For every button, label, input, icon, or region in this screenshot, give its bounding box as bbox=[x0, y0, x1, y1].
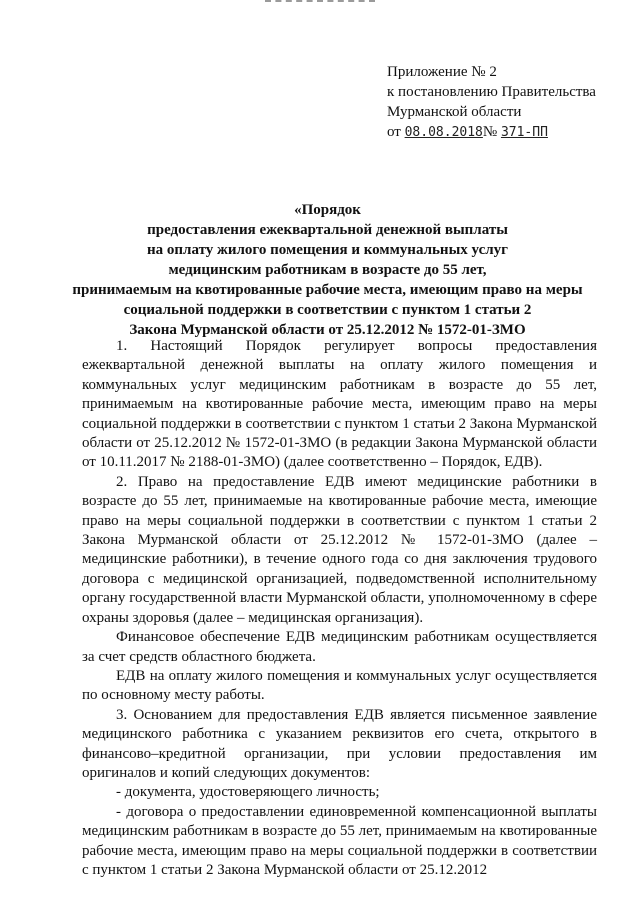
title-line: «Порядок bbox=[294, 202, 361, 218]
paragraph-1: 1. Настоящий Порядок регулирует вопросы предоставления ежеквартальной денежной выплаты на оплату жилого помещения и коммунальных услуг медицинским работникам в возрасте до 55 лет, принимаемым на квотированные рабочие места, имеющим право на меры социальной поддержки в соответствии с пунктом 1 статьи 2 Закона Мурманской области от 25.12.2012 № 1572-01-ЗМО (в редакции Закона Мурманской области от 10.11.2017 № 2188-01-ЗМО) (далее соответственно – Порядок, ЕДВ). bbox=[82, 338, 597, 471]
appendix-header bbox=[387, 62, 596, 143]
list-item-contract: - договора о предоставлении единовременной компенсационной выплаты медицинским работникам в возрасте до 55 лет, принимаемым на квотированные рабочие места, имеющим право на меры социальной поддержки в соответствии с пунктом 1 статьи 2 Закона Мурманской области от 25.12.2012 bbox=[82, 803, 597, 878]
list-item-identity-document: - документа, удостоверяющего личность; bbox=[116, 784, 380, 801]
appendix-number: Приложение № 2 bbox=[387, 64, 497, 80]
paragraph-financing: Финансовое обеспечение ЕДВ медицинским работникам осуществляется за счет средств областного бюджета. bbox=[82, 629, 597, 665]
paragraph-workplace: ЕДВ на оплату жилого помещения и коммунальных услуг осуществляется по основному месту работы. bbox=[82, 667, 597, 704]
document-title bbox=[70, 200, 585, 340]
resolution-reference: к постановлению Правительства bbox=[387, 84, 596, 100]
paragraph-3: 3. Основанием для предоставления ЕДВ является письменное заявление медицинского работника с указанием реквизитов его счета, открытого в финансово–кредитной организации, при условии предоставления им оригиналов и копий следующих документов: bbox=[82, 706, 597, 781]
region-name: Мурманской области bbox=[387, 104, 522, 120]
title-line: медицинским работникам в возрасте до 55 лет, bbox=[168, 262, 487, 278]
title-line: на оплату жилого помещения и коммунальных услуг bbox=[147, 242, 508, 258]
resolution-date-line bbox=[387, 122, 596, 143]
date-prefix: от bbox=[387, 124, 405, 140]
title-line: Закона Мурманской области от 25.12.2012 № 1572-01-ЗМО bbox=[129, 322, 526, 338]
document-body bbox=[82, 337, 597, 880]
title-line: социальной поддержки в соответствии с пунктом 1 статьи 2 bbox=[123, 302, 532, 318]
resolution-date: 08.08.2018 bbox=[404, 125, 483, 140]
resolution-number: 371-ПП bbox=[500, 125, 548, 140]
scan-artifact-line bbox=[265, 0, 375, 5]
paragraph-2: 2. Право на предоставление ЕДВ имеют медицинские работники в возрасте до 55 лет, принимаемые на квотированные рабочие места, имеющие право на меры социальной поддержки в соответствии с пунктом 1 статьи 2 Закона Мурманской области от 25.12.2012 № 1572-01-ЗМО (далее – медицинские работники), в течение одного года со дня заключения трудового договора с медицинской организацией, подведомственной исполнительному органу государственной власти Мурманской области, уполномоченному в сфере охраны здоровья (далее – медицинская организация). bbox=[82, 473, 597, 626]
number-prefix: № bbox=[482, 124, 501, 140]
title-line: предоставления ежеквартальной денежной выплаты bbox=[147, 222, 508, 238]
title-line: принимаемым на квотированные рабочие места, имеющим право на меры bbox=[72, 282, 583, 298]
